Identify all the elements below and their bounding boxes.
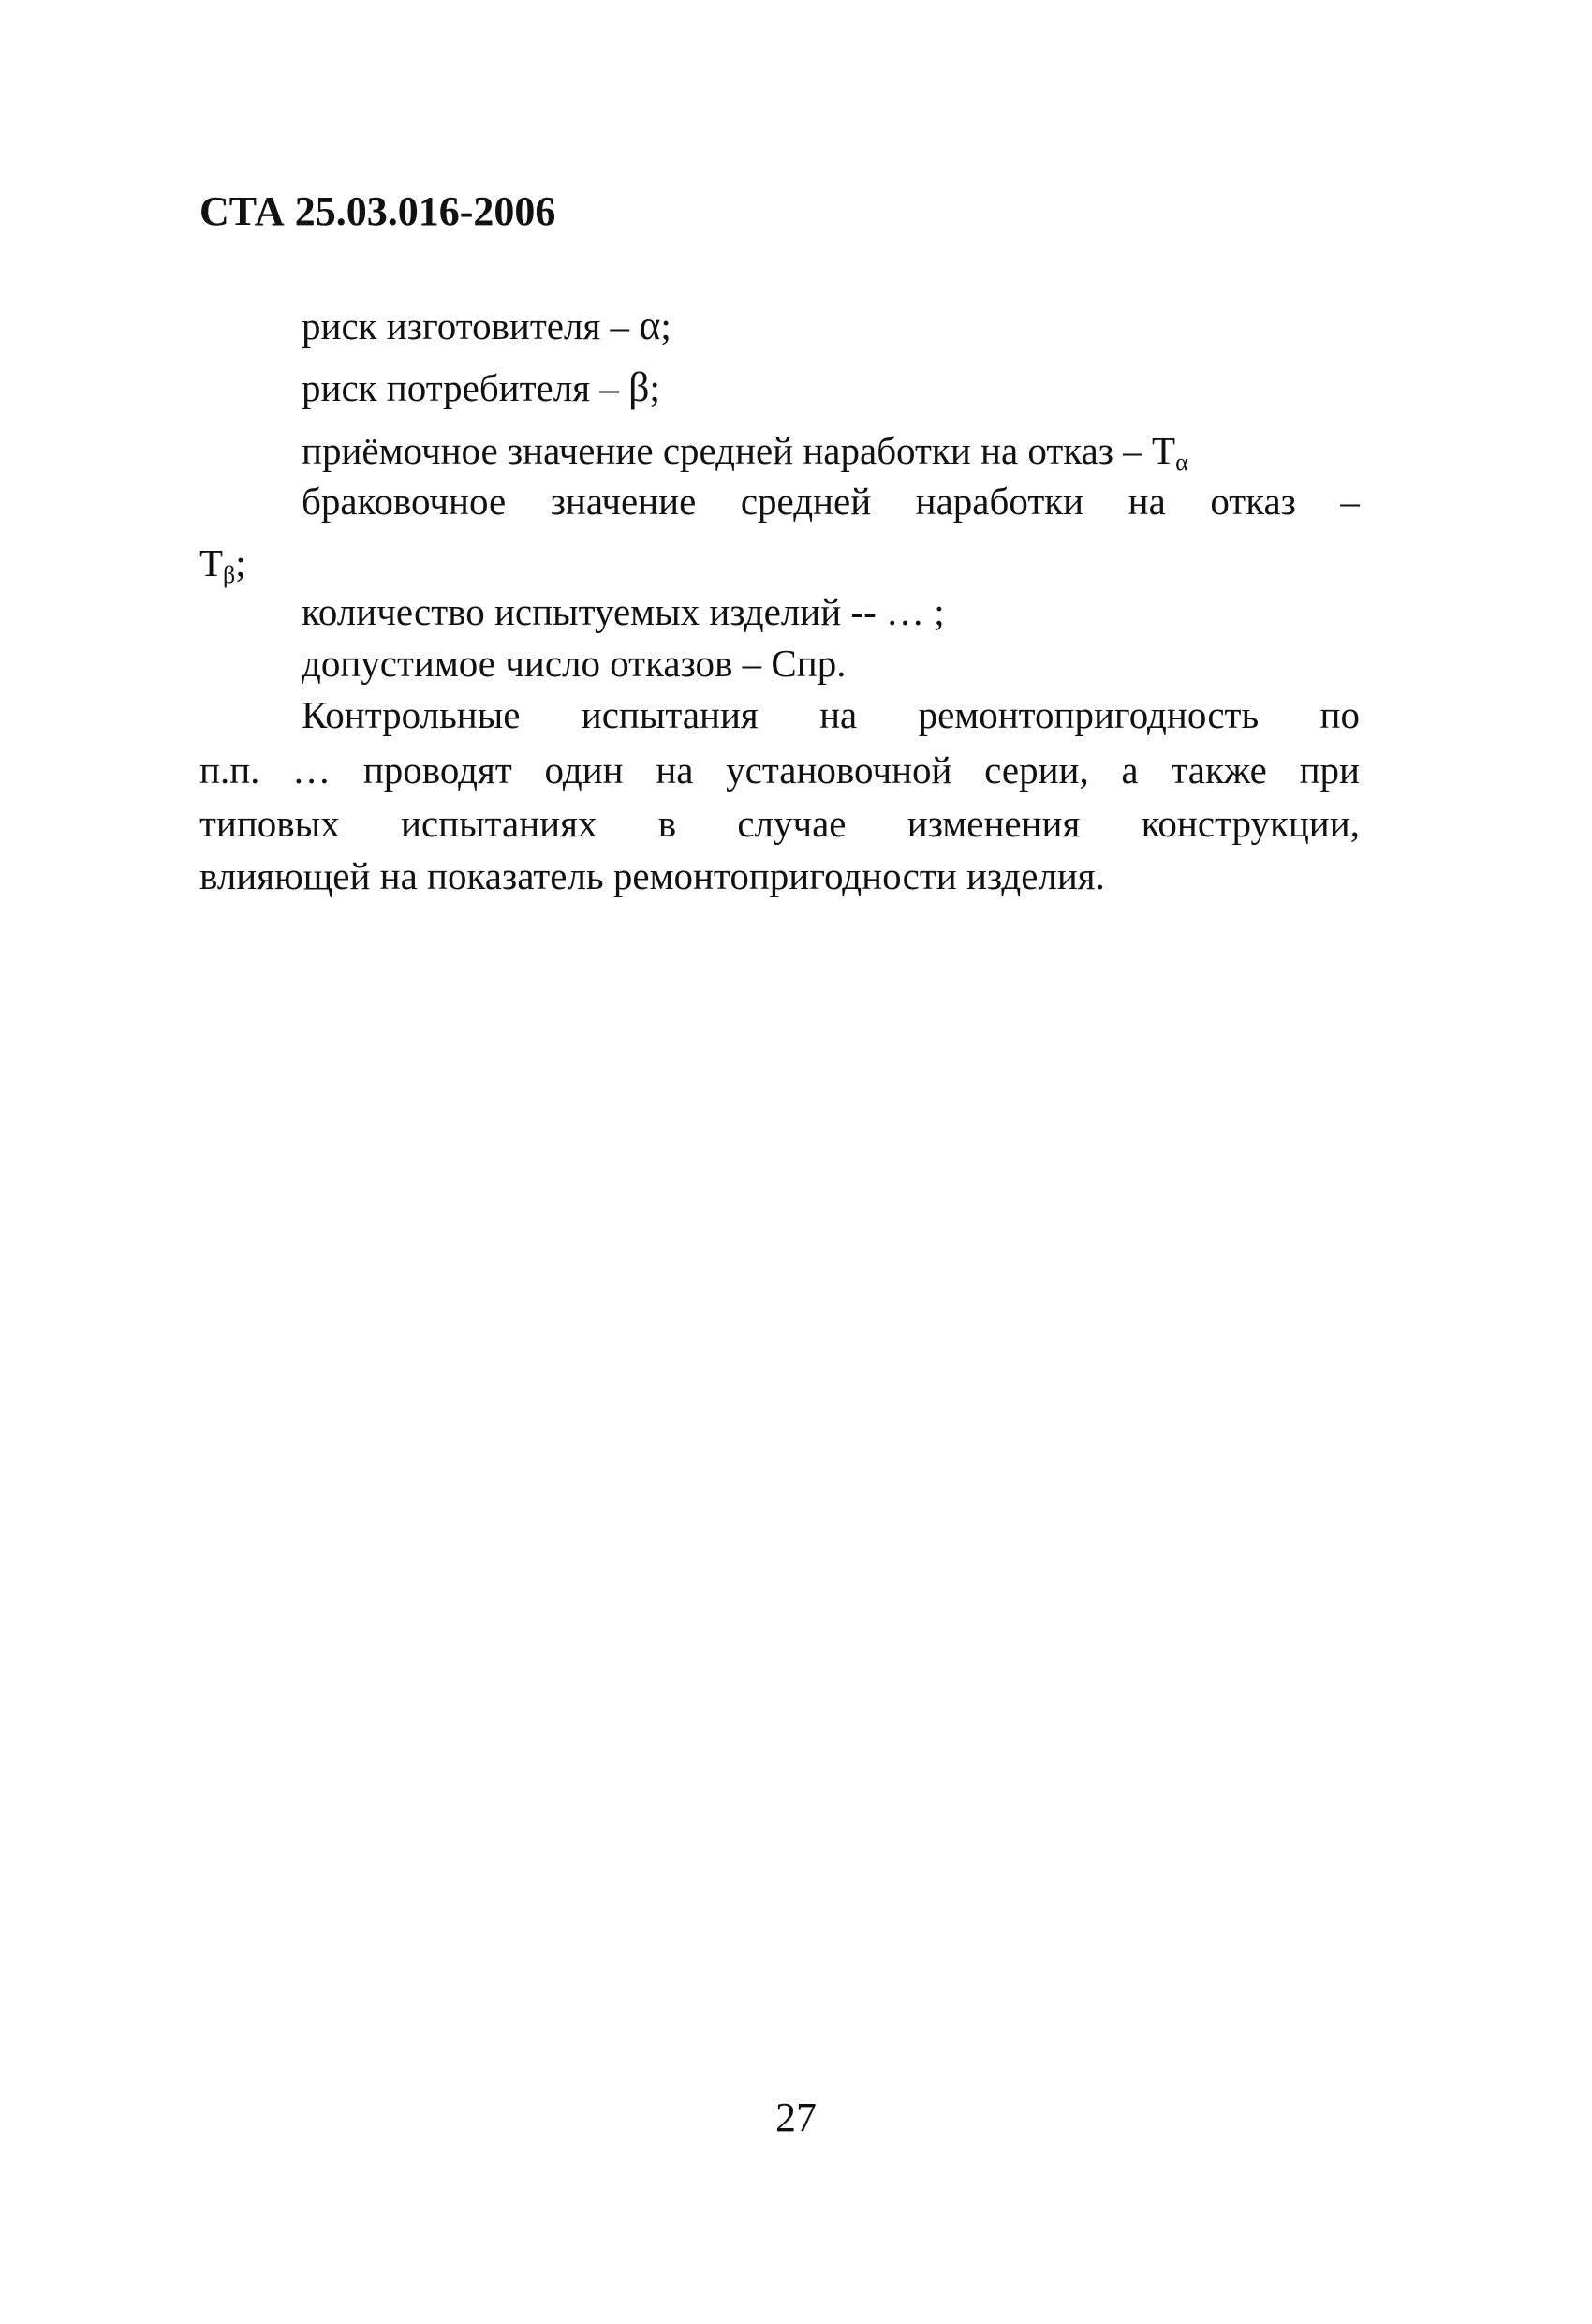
rejection-word: – (1340, 480, 1360, 523)
risk-consumer-tail: ; (649, 366, 660, 409)
paragraph-line-3 (199, 799, 1360, 848)
paragraph-word: случае (737, 802, 847, 845)
paragraph-line-2 (199, 746, 1360, 794)
rejection-word: значение (550, 480, 697, 523)
paragraph-word: конструкции, (1141, 802, 1360, 845)
paragraph-word: типовых (199, 802, 340, 845)
acceptance-value-text: приёмочное значение средней наработки на отказ – Т (302, 429, 1176, 472)
allowed-failures-line: допустимое число отказов – Спр. (302, 642, 847, 685)
risk-manufacturer-line (302, 302, 671, 350)
paragraph-word: при (1299, 748, 1360, 792)
paragraph-line-4: влияющей на показатель ремонтопригодности изделия. (199, 854, 1105, 897)
paragraph-word: ремонтопригодность (918, 693, 1260, 736)
beta-symbol: β (628, 364, 650, 410)
rejection-word: на (1128, 480, 1166, 523)
risk-consumer-line (302, 363, 660, 412)
rejection-word: наработки (915, 480, 1084, 523)
rejection-word: средней (740, 480, 872, 523)
acceptance-value-subscript: α (1175, 449, 1188, 476)
rejection-subscript: β (223, 561, 236, 588)
paragraph-word: Контрольные (302, 693, 521, 736)
paragraph-word: серии, (984, 748, 1089, 792)
paragraph-word: а (1121, 748, 1139, 792)
risk-manufacturer-tail: ; (660, 304, 671, 348)
paragraph-word: испытания (581, 693, 759, 736)
paragraph-word: один (544, 748, 624, 792)
acceptance-value-line (302, 426, 1188, 475)
rejection-word: отказ (1210, 480, 1296, 523)
paragraph-word: на (656, 748, 694, 792)
paragraph-word: также (1171, 748, 1267, 792)
paragraph-word: п.п. (199, 748, 260, 792)
paragraph-word: … (292, 748, 332, 792)
paragraph-line-1 (302, 690, 1360, 739)
rejection-word: браковочное (302, 480, 507, 523)
risk-manufacturer-text: риск изготовителя – (302, 304, 640, 348)
document-code: СТА 25.03.016-2006 (199, 188, 556, 234)
rejection-symbol: Т (199, 541, 224, 585)
risk-consumer-text: риск потребителя – (302, 366, 629, 409)
page-number: 27 (775, 2095, 817, 2140)
paragraph-word: установочной (726, 748, 952, 792)
alpha-symbol: α (639, 303, 661, 348)
sample-size-line: количество испытуемых изделий -- … ; (302, 590, 945, 633)
paragraph-word: в (657, 802, 677, 845)
rejection-tail: ; (235, 541, 246, 585)
rejection-value-line (302, 477, 1360, 525)
paragraph-word: проводят (362, 748, 512, 792)
paragraph-word: изменения (907, 802, 1081, 845)
paragraph-word: на (819, 693, 858, 736)
rejection-value-continuation (199, 539, 246, 587)
paragraph-word: испытаниях (400, 802, 597, 845)
paragraph-word: по (1319, 693, 1360, 736)
